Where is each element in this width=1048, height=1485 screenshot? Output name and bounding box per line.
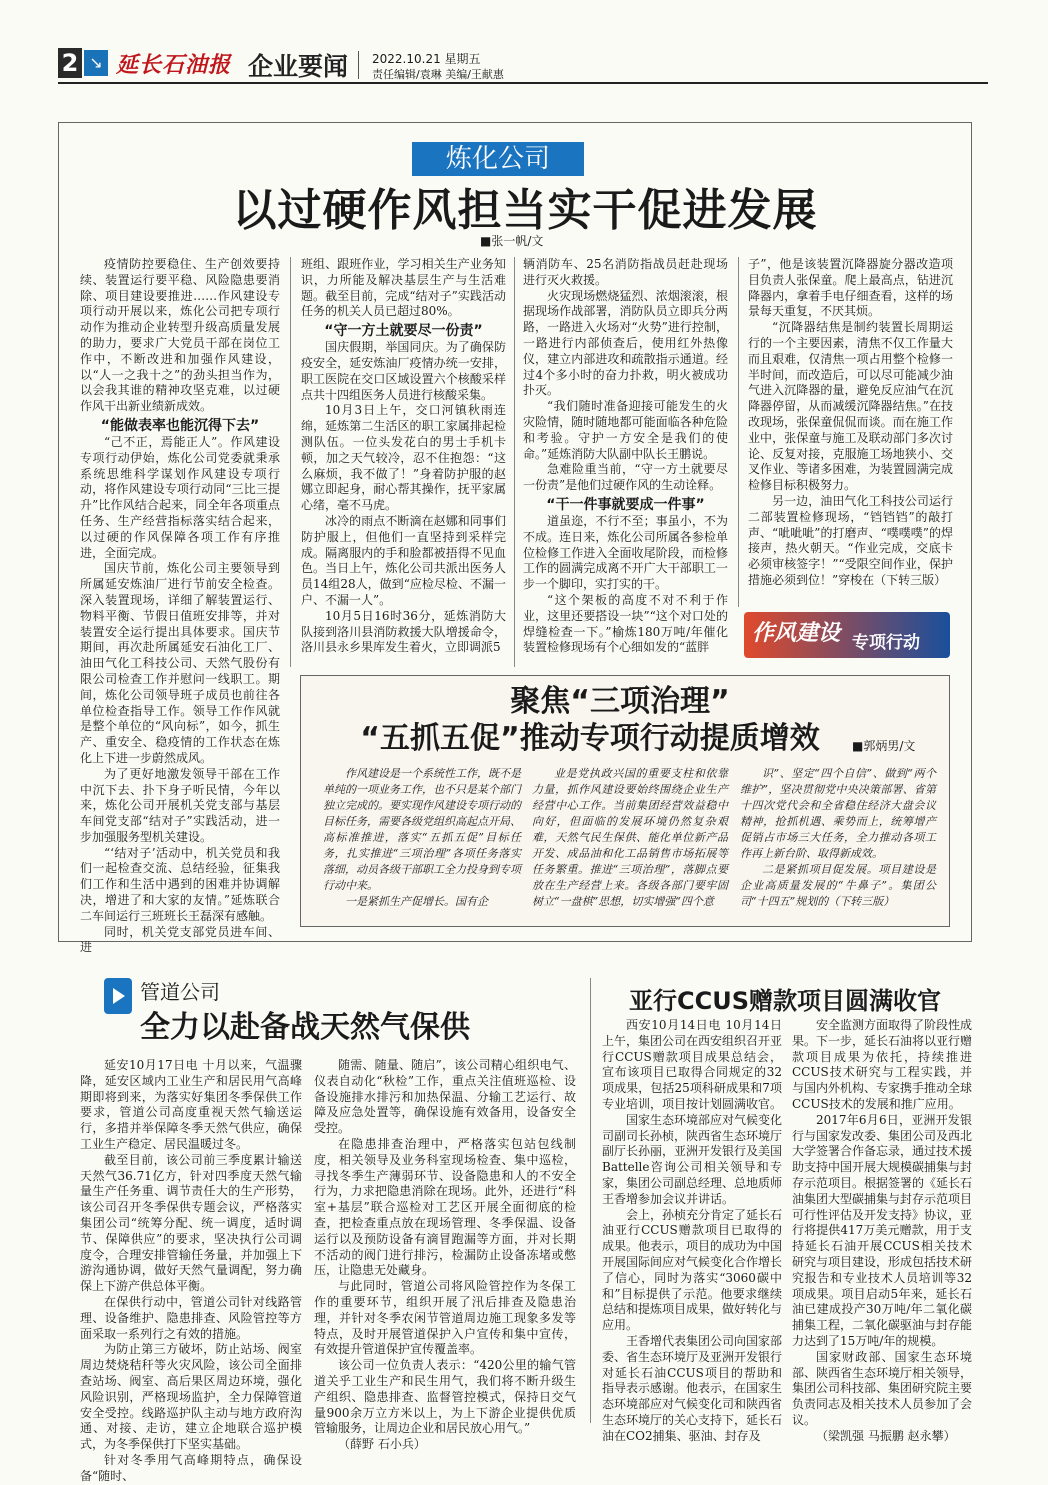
subheading: “干一件事就要成一件事” (546, 496, 705, 513)
paragraph: 另一边，油田气化工科技公司运行二部装置检修现场，“铛铛铛”的敲打声、“呲呲呲”的打磨声、“噗噗噗”的焊接声，热火朝天。“作业完成，交底卡必须审核签字！”“受限空间作业，保护措施必须到位！”穿梭在（下转三版） (748, 493, 953, 587)
paragraph: 针对冬季用气高峰期特点，确保设备“随时、 (80, 1452, 302, 1483)
inner-byline: ■郭炳男/文 (852, 739, 916, 753)
feature-column-3 (523, 257, 728, 667)
paragraph: 子”，他是该装置沉降器旋分器改造项目负责人张保童。爬上最高点，钻进沉降器内，拿着手电仔细查看，这样的场景每天重复，不厌其烦。 (748, 257, 953, 319)
paragraph: 为了更好地激发领导干部在工作中沉下去、扑下身子听民情，今年以来，炼化公司开展机关党支部与基层车间党支部“结对子”实践活动，进一步加强服务型机关建设。 (80, 766, 280, 844)
paragraph: 10月5日16时36分，延炼消防大队接到洛川县消防救援大队增援命令，洛川县永乡果库发生着火，立即调派5 (301, 608, 506, 655)
ccus-headline: 亚行CCUS赠款项目圆满收官 (629, 987, 941, 1015)
inner-headline-line2: “五抓五促”推动专项行动提质增效 (360, 721, 820, 756)
paragraph: 二是紧抓项目促发展。项目建设是企业高质量发展的“牛鼻子”。集团公司“十四五”规划的（下转三版） (740, 863, 936, 908)
paragraph: 该公司一位负责人表示：“420公里的输气管道关乎工业生产和民生用气，我们将不断升级生产组织、隐患排查、监督管控模式，保持日交气量900余万立方米以上，为上下游企业提供优质管输服务，让周边企业和居民放心用气。” (314, 1358, 576, 1436)
paragraph: 延安10月17日电 十月以来，气温骤降，延安区域内工业生产和居民用气高峰期即将到来，为落实好集团冬季保供工作要求，管道公司高度重视天然气输送运行，多措并举保障冬季天然气供应，确保工业生产稳定、居民温暖过冬。 (80, 1058, 302, 1151)
page-header (58, 48, 988, 82)
column-divider (290, 257, 291, 667)
header-divider (358, 51, 359, 79)
feature-byline: ■张一帆/文 (480, 234, 544, 248)
campaign-badge-subtitle: 专项行动 (852, 633, 920, 653)
paragraph: 作风建设是一个系统性工作，既不是单纯的一项业务工作，也不只是某个部门独立完成的。要实现作风建设专项行动的目标任务，需要各级党组织高起点开局、高标准推进，落实“五抓五促”目标任务，扎实推进“三项治理”各项任务落实落细，动员各级干部职工全力投身到专项行动中来。 (323, 767, 521, 892)
ccus-column-2 (792, 1018, 973, 1443)
paragraph: 西安10月14日电 10月14日上午，集团公司在西安组织召开亚行CCUS赠款项目成果总结会，宣布该项目已取得合同规定的32项成果，包括25项科研成果和7项专业培训，项目按计划圆满收官。 (602, 1018, 783, 1111)
paragraph: 与此同时，管道公司将风险管控作为冬保工作的重要环节，组织开展了汛后排查及隐患治理，并针对冬季农闲节管道周边施工现象多发等特点，及时开展管道保护入户宣传和集中宣传，有效提升管道保护宣传覆盖率。 (314, 1279, 576, 1357)
paragraph: 国家生态环境部应对气候变化司副司长孙桢，陕西省生态环境厅副厅长孙丽，亚洲开发银行及美国Battelle咨询公司相关领导和专家，集团公司副总经理、总地质师王香增参加会议并讲话。 (602, 1112, 783, 1206)
issue-date: 2022.10.21 星期五 (372, 52, 481, 66)
newspaper-logo: 延长石油报 (116, 52, 232, 78)
header-rule (58, 82, 988, 84)
paragraph: 王香增代表集团公司向国家部委、省生态环境厅及亚洲开发银行对延长石油CCUS项目的帮助和指导表示感谢。他表示，在国家生态环境部应对气候变化司和陕西省生态环境厅的关心支持下，延长石油在CO2捕集、驱油、封存及 (602, 1333, 783, 1443)
subheading: “守一方土就要尽一份责” (324, 323, 483, 340)
pipeline-headline: 全力以赴备战天然气保供 (140, 1010, 470, 1045)
paragraph: “‘结对子’活动中，机关党员和我们一起检查交流、总结经验，征集我们工作和生活中遇到的困难并协调解决，增进了和大家的友情。”延炼联合二车间运行三班班长王磊深有感触。 (80, 845, 280, 923)
paragraph: 2017年6月6日，亚洲开发银行与国家发改委、集团公司及西北大学签署合作备忘录，通过技术援助支持中国开展大规模碳捕集与封存示范项目。根据签署的《延长石油集团大型碳捕集与封存示范项目可行性评估及开发支持》协议，亚行将提供417万美元赠款，用于支持延长石油开展CCUS相关技术研究与项目建设，形成包括技术研究报告和专业技术人员培训等32项成果。项目启动5年来，延长石油已建成投产30万吨/年二氧化碳捕集工程，二氧化碳驱油与封存能力达到了15万吨/年的规模。 (792, 1112, 973, 1348)
paragraph: 疫情防控要稳住、生产创效要持续、装置运行要平稳、风险隐患要消除、项目建设要推进……作风建设专项行动开展以来，炼化公司把专项行动作为推动企业转型升级高质量发展的助力，要求广大党员干部在岗位工作中，不断改进和加强作风建设，以“人一之我十之”的劲头担当作为，以会我其谁的精神攻坚克难，以过硬作风干出新业绩新成效。 (80, 257, 280, 414)
paragraph: 火灾现场燃烧猛烈、浓烟滚滚，根据现场作战部署，消防队员立即兵分两路，一路进入火场对“火势”进行控制，一路进行内部侦查后，使用红外热像仪，建立内部进攻和疏散指示通道。经过4个多小时的奋力扑救，明火被成功扑灭。 (523, 288, 728, 398)
paragraph: 安全监测方面取得了阶段性成果。下一步，延长石油将以亚行赠款项目成果为依托，持续推进CCUS技术研究与工程实践，并与国内外机构、专家携手推动全球CCUS技术的发展和推广应用。 (792, 1018, 973, 1111)
section-name: 企业要闻 (248, 52, 349, 81)
paragraph: 冰冷的雨点不断滴在赵娜和同事们防护服上，但他们一直坚持到采样完成。隔离服内的手和脸都被捂得不见血色。当日上午，炼化公司共派出医务人员14组28人，做到“应检尽检、不漏一户、不漏一人”。 (301, 513, 506, 607)
paragraph: 道虽迩，不行不至；事虽小，不为不成。连日来，炼化公司所属各参检单位检修工作进入全面收尾阶段，而检修工作的圆满完成离不开广大干部职工一步一个脚印，实打实的干。 (523, 513, 728, 592)
paragraph: （薛野 石小兵） (338, 1437, 426, 1452)
paragraph: 辆消防车、25名消防指战员赶赴现场进行灭火救援。 (523, 257, 728, 287)
paragraph: “这个架板的高度不对不利于作业，这里还要搭设一块”“这个对口处的焊缝检查一下。”榆炼180万吨/年催化装置检修现场有个心细如发的“蓝胖 (523, 592, 728, 655)
feature-column-1 (80, 257, 280, 955)
paragraph: 10月3日上午，交口河镇秋雨连绵，延炼第二生活区的职工家属排起检测队伍。一位头发花白的男士手机卡顿，加之天气较冷，忍不住抱怨：“这么麻烦，我不做了！”身着防护服的赵娜立即起身，耐心帮其操作，抚平家属心绪，毫不马虎。 (301, 403, 506, 513)
paragraph: 国庆假期，举国同庆。为了确保防疫安全，延安炼油厂疫情办统一安排，职工医院在交口区域设置六个核酸采样点共十四组医务人员进行核酸采集。 (301, 340, 506, 402)
inner-column-3 (740, 766, 936, 916)
paragraph: “己不正，焉能正人”。作风建设专项行动伊始，炼化公司党委就秉承系统思维科学谋划作风建设专项行动，将作风建设专项行动同“三比三提升”比作风结合起来，同全年各项重点任务、生产经营指标落实结合起来，以过硬的作风保障各项工作有序推进，全面完成。 (80, 434, 280, 560)
paragraph: 班组、跟班作业，学习相关生产业务知识，力所能及解决基层生产与生活难题。截至目前，完成“结对子”实践活动任务的机关人员已超过80%。 (301, 257, 506, 319)
inner-column-1 (323, 766, 521, 916)
paragraph: 急难险重当前，“守一方土就要尽一份责”是他们过硬作风的生动诠释。 (523, 462, 728, 493)
feature-unit-tag: 炼化公司 (412, 142, 584, 176)
paragraph: 截至目前，该公司前三季度累计输送天然气36.71亿方，针对四季度天然气输量生产任务重、调节责任大的生产形势，该公司召开冬季保供专题会议，严格落实集团公司“统筹分配、统一调度，适时调节、保障供应”的要求，坚决执行公司调度令，合理安排管输任务量，并加强上下游沟通协调，做好天然气量调配，努力确保上下游产供总体平衡。 (80, 1152, 302, 1294)
pipeline-unit: 管道公司 (140, 980, 220, 1004)
paragraph: 随需、随量、随启”，该公司精心组织电气、仪表自动化“秋检”工作，重点关注值班巡检、设备设施排水排污和加热保温、分输工艺运行、故障及应急处置等，确保设施有效备用，设备安全受控。 (314, 1058, 576, 1136)
campaign-badge-title: 作风建设 (752, 620, 841, 646)
page-number: 2 (58, 48, 82, 78)
paragraph: 为防止第三方破坏，防止站场、阀室周边焚烧秸秆等火灾风险，该公司全面排查站场、阀室、高后果区周边环境，强化风险识别，严格现场监护，全力保障管道安全受控。线路巡护队主动与地方政府沟通、对接、走访，建立企地联合巡护模式，为冬季保供打下坚实基础。 (80, 1342, 302, 1452)
column-divider (738, 257, 739, 607)
inner-column-2 (532, 766, 728, 916)
subheading: “能做表率也能沉得下去” (100, 417, 260, 434)
paragraph: “沉降器结焦是制约装置长周期运行的一个主要因素，清焦不仅工作量大而且艰难，仅清焦一项占用整个检修一半时间，而改造后，可以尽可能减少油气进入沉降器的量，避免反应油气在沉降器停留，从而减缓沉降器结焦。”在技改现场，张保童侃侃而谈。而在施工作业中，张保童与施工及联动部门多次讨论、反复对接，克服施工场地狭小、交叉作业、等诸多困难，为装置圆满完成检修目标积极努力。 (748, 320, 953, 493)
column-divider (590, 978, 591, 1423)
feature-column-2 (301, 257, 506, 667)
paragraph: 在保供行动中，管道公司针对线路管理、设备维护、隐患排查、风险管控等方面采取一系列行之有效的措施。 (80, 1294, 302, 1341)
paragraph: （梁凯强 马振鹏 赵永攀） (816, 1428, 956, 1443)
paragraph: “我们随时准备迎接可能发生的火灾险情，随时随地都可能面临各种危险和考验。守护一方安全是我们的使命。”延炼消防大队副中队长王鹏说。 (523, 399, 728, 461)
paragraph: 国庆节前，炼化公司主要领导到所属延安炼油厂进行节前安全检查。深入装置现场，详细了解装置运行、物料平衡、节假日值班安排等，并对装置安全运行提出具体要求。国庆节期间，再次赴所属延安石油化工厂、油田气化工科技公司、天然气股份有限公司检查工作并慰问一线职工。期间，炼化公司领导班子成员也前往各单位检查指导工作。领导工作作风就是整个单位的“风向标”，如今，抓生产、重安全、稳疫情的工作状态在炼化上下进一步蔚然成风。 (80, 561, 280, 765)
feature-column-4 (748, 257, 953, 607)
paragraph: 同时，机关党支部党员进车间、进 (80, 924, 280, 955)
paragraph: 会上，孙桢充分肯定了延长石油亚行CCUS赠款项目已取得的成果。他表示，项目的成功为中国开展国际间应对气候变化合作增长了信心，同时为落实“3060碳中和”目标提供了示范。他要求继续总结和提炼项目成果，做好转化与应用。 (602, 1207, 783, 1333)
paragraph: 业是党执政兴国的重要支柱和依靠力量，抓作风建设要始终围绕企业生产经营中心工作。当前集团经营效益稳中向好，但面临的发展环境仍然复杂艰难，天然气民生保供、能化单位新产品开发、成品油和化工品销售市场拓展等任务繁重。推进“三项治理”，落脚点要放在生产经营上来。各级各部门要牢固树立“一盘棋”思想，切实增强“四个意 (532, 767, 728, 908)
paragraph: 识”、坚定“四个自信”、做到“两个维护”，坚决贯彻党中央决策部署、省第十四次党代会和全省稳住经济大盘会议精神，抢抓机遇、乘势而上，统筹增产促销占市场三大任务，全力推动各项工作再上新台阶、取得新成效。 (740, 767, 936, 860)
pipeline-column-2 (314, 1058, 576, 1452)
column-divider (514, 257, 515, 667)
paragraph: 国家财政部、国家生态环境部、陕西省生态环境厅相关领导，集团公司科技部、集团研究院主要负责同志及相关技术人员参加了会议。 (792, 1349, 973, 1427)
feature-headline: 以过硬作风担当实干促进发展 (232, 185, 818, 236)
editor-credits: 责任编辑/袁琳 美编/王献惠 (372, 68, 504, 81)
arrow-icon: ↘ (84, 50, 108, 76)
ccus-column-1 (602, 1018, 783, 1443)
inner-headline-line1: 聚焦“三项治理” (510, 684, 730, 719)
play-arrow-icon (104, 978, 132, 1014)
paragraph: 一是紧抓生产促增长。国有企 (345, 895, 488, 908)
paragraph: 在隐患排查治理中，严格落实包站包线制度，相关领导及业务科室现场检查、集中巡检，寻找冬季生产薄弱环节、设备隐患和人的不安全行为，力求把隐患消除在现场。此外，还进行“科室+基层”联合巡检对工艺区开展全面彻底的检查，把检查重点放在现场管理、冬季保温、设备运行以及预防设备有滴冒跑漏等方面，并对长期不活动的阀门进行排污，检漏防止设备冻堵或憋压，让隐患无处藏身。 (314, 1136, 576, 1278)
pipeline-column-1 (80, 1058, 302, 1483)
